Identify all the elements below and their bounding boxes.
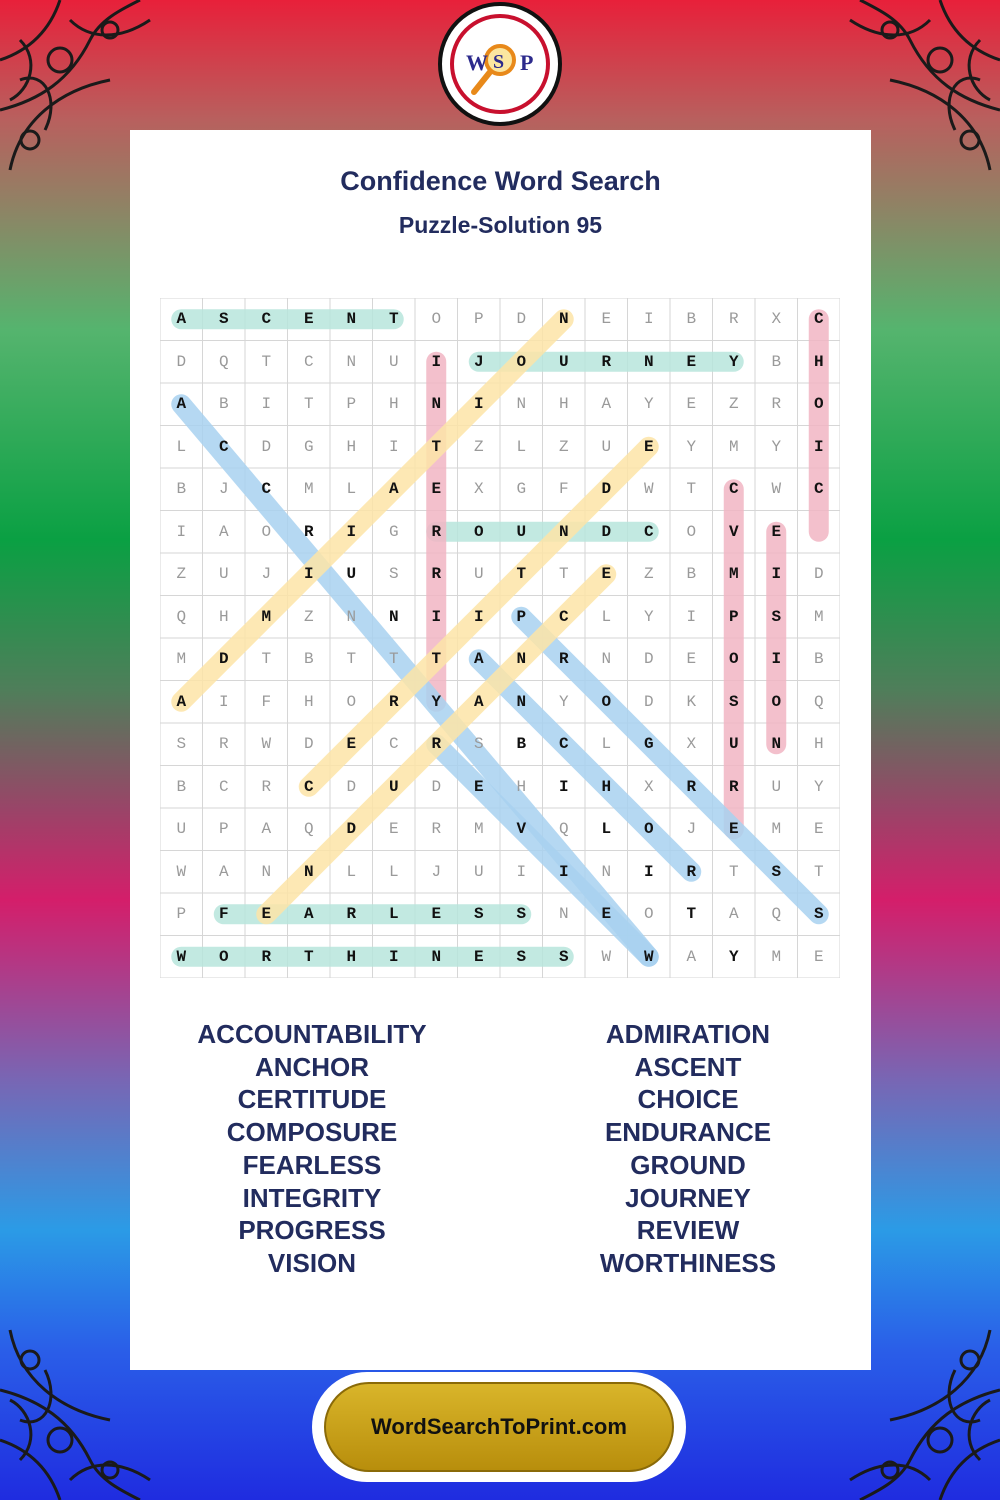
grid-cell[interactable]: U [473, 862, 484, 881]
grid-cell[interactable]: I [771, 650, 782, 669]
grid-cell[interactable]: N [516, 692, 527, 711]
grid-cell[interactable]: D [813, 565, 824, 584]
page-subtitle: Puzzle-Solution 95 [398, 212, 603, 238]
grid-cell[interactable]: A [261, 820, 272, 839]
word-list-item: REVIEW [636, 1215, 740, 1246]
grid-cell[interactable]: C [388, 735, 399, 754]
grid-cell[interactable]: Y [813, 777, 824, 796]
grid-cell[interactable]: R [346, 905, 357, 924]
grid-cell[interactable]: R [771, 395, 782, 414]
grid-cell[interactable]: M [303, 480, 314, 499]
grid-cell[interactable]: F [218, 905, 229, 924]
grid-cell[interactable]: T [813, 862, 824, 881]
grid-cell[interactable]: N [601, 650, 612, 669]
grid-cell[interactable]: H [303, 692, 314, 711]
grid-cell[interactable]: O [516, 352, 527, 371]
grid-cell[interactable]: X [771, 310, 782, 329]
grid-cell[interactable]: L [601, 735, 612, 754]
word-list-item: ANCHOR [254, 1051, 370, 1082]
grid-cell[interactable]: I [643, 310, 654, 329]
grid-cell[interactable]: Y [643, 395, 654, 414]
grid-cell[interactable]: X [473, 480, 484, 499]
site-footer [312, 1372, 686, 1482]
grid-cell[interactable]: U [558, 352, 569, 371]
grid-cell[interactable]: E [601, 565, 612, 584]
grid-cell[interactable]: G [388, 522, 399, 541]
word-list-item: JOURNEY [625, 1182, 751, 1213]
grid-cell[interactable]: R [388, 692, 399, 711]
grid-cell[interactable]: B [686, 310, 697, 329]
grid-cell[interactable]: R [303, 522, 314, 541]
grid-cell[interactable]: E [728, 820, 739, 839]
grid-cell[interactable]: M [771, 820, 782, 839]
grid-cell[interactable]: N [303, 862, 314, 881]
grid-cell[interactable]: A [176, 692, 187, 711]
grid-cell[interactable]: Q [771, 905, 782, 924]
grid-cell[interactable]: I [388, 437, 399, 456]
grid-cell[interactable]: A [176, 395, 187, 414]
grid-cell[interactable]: U [388, 777, 399, 796]
grid-cell[interactable]: O [431, 310, 442, 329]
puzzle-card [130, 130, 871, 1370]
grid-cell[interactable]: E [261, 905, 272, 924]
word-list-item: ASCENT [634, 1051, 742, 1082]
grid-cell[interactable]: Q [176, 607, 187, 626]
grid-cell[interactable]: E [813, 947, 824, 966]
grid-cell[interactable]: I [388, 947, 399, 966]
grid-cell[interactable]: Q [303, 820, 314, 839]
grid-cell[interactable]: T [686, 480, 697, 499]
grid-cell[interactable]: R [431, 522, 442, 541]
grid-cell[interactable]: T [558, 565, 569, 584]
grid-cell[interactable]: A [388, 480, 399, 499]
grid-cell[interactable]: C [813, 480, 824, 499]
grid-cell[interactable]: H [388, 395, 399, 414]
grid-cell[interactable]: A [303, 905, 314, 924]
grid-cell[interactable]: B [176, 480, 187, 499]
grid-cell[interactable]: Y [431, 692, 442, 711]
grid-cell[interactable]: L [601, 820, 612, 839]
grid-cell[interactable]: T [431, 437, 442, 456]
grid-cell[interactable]: Z [643, 565, 654, 584]
grid-cell[interactable]: S [388, 565, 399, 584]
grid-cell[interactable]: Y [771, 437, 782, 456]
word-list-item: INTEGRITY [242, 1182, 382, 1213]
grid-cell[interactable]: B [176, 777, 187, 796]
grid-cell[interactable]: Z [728, 395, 739, 414]
grid-cell[interactable]: G [643, 735, 654, 754]
grid-cell[interactable]: E [813, 820, 824, 839]
grid-cell[interactable]: J [218, 480, 229, 499]
grid-cell[interactable]: J [261, 565, 272, 584]
grid-cell[interactable]: E [431, 905, 442, 924]
grid-cell[interactable]: W [601, 947, 612, 966]
grid-cell[interactable]: N [516, 395, 527, 414]
grid-cell[interactable]: U [218, 565, 229, 584]
grid-cell[interactable]: M [771, 947, 782, 966]
grid-cell[interactable]: D [346, 820, 357, 839]
grid-cell[interactable]: N [261, 862, 272, 881]
grid-cell[interactable]: O [473, 522, 484, 541]
grid-cell[interactable]: S [558, 947, 569, 966]
grid-cell[interactable]: C [261, 310, 272, 329]
word-list-item: ADMIRATION [605, 1019, 771, 1049]
grid-cell[interactable]: J [431, 862, 442, 881]
grid-cell[interactable]: Z [473, 437, 484, 456]
grid-cell[interactable]: D [218, 650, 229, 669]
grid-cell[interactable]: M [261, 607, 272, 626]
grid-cell[interactable]: L [388, 905, 399, 924]
grid-cell[interactable]: O [261, 522, 272, 541]
word-list-left [152, 1018, 472, 1280]
grid-cell[interactable]: A [473, 692, 484, 711]
grid-cell[interactable]: W [176, 947, 187, 966]
grid-cell[interactable]: D [516, 310, 527, 329]
grid-cell[interactable]: C [643, 522, 654, 541]
grid-cell[interactable]: C [303, 352, 314, 371]
grid-cell[interactable]: I [771, 565, 782, 584]
grid-cell[interactable]: U [601, 437, 612, 456]
site-link-label: WordSearchToPrint.com [371, 1414, 627, 1439]
grid-cell[interactable]: T [261, 650, 272, 669]
grid-cell[interactable]: E [686, 395, 697, 414]
word-list-item: PROGRESS [238, 1215, 386, 1246]
grid-cell[interactable]: U [176, 820, 187, 839]
grid-cell[interactable]: T [431, 650, 442, 669]
grid-cell[interactable]: H [601, 777, 612, 796]
grid-cell[interactable]: D [303, 735, 314, 754]
grid-cell[interactable]: O [643, 905, 654, 924]
grid-cell[interactable]: C [261, 480, 272, 499]
page-title: Confidence Word Search [340, 166, 661, 196]
grid-cell[interactable]: H [346, 947, 357, 966]
grid-cell[interactable]: P [473, 310, 484, 329]
grid-cell[interactable]: I [813, 437, 824, 456]
site-logo[interactable] [438, 2, 562, 126]
grid-cell[interactable]: M [176, 650, 187, 669]
grid-cell[interactable]: R [601, 352, 612, 371]
grid-cell[interactable]: Q [813, 692, 824, 711]
grid-cell[interactable]: S [218, 310, 229, 329]
grid-cell[interactable]: I [261, 395, 272, 414]
grid-cell[interactable]: N [388, 607, 399, 626]
grid-cell[interactable]: Y [686, 437, 697, 456]
grid-cell[interactable]: F [558, 480, 569, 499]
grid-cell[interactable]: A [601, 395, 612, 414]
grid-cell[interactable]: H [813, 735, 824, 754]
magnifier-icon [442, 6, 558, 122]
word-list-item: CHOICE [637, 1084, 739, 1115]
grid-cell[interactable]: M [728, 565, 739, 584]
grid-cell[interactable]: Z [303, 607, 314, 626]
grid-cell[interactable]: D [643, 692, 654, 711]
grid-cell[interactable]: O [643, 820, 654, 839]
grid-cell[interactable]: O [346, 692, 357, 711]
grid-cell[interactable]: R [728, 777, 739, 796]
grid-cell[interactable]: T [686, 905, 697, 924]
grid-cell[interactable]: R [218, 735, 229, 754]
grid-cell[interactable]: E [303, 310, 314, 329]
grid-cell[interactable]: A [218, 522, 229, 541]
grid-cell[interactable]: P [346, 395, 357, 414]
grid-cell[interactable]: T [303, 947, 314, 966]
word-list-item: GROUND [630, 1149, 746, 1180]
grid-cell[interactable]: C [813, 310, 824, 329]
grid-cell[interactable]: S [176, 735, 187, 754]
grid-cell[interactable]: W [643, 480, 654, 499]
grid-cell[interactable]: S [771, 862, 782, 881]
grid-cell[interactable]: S [728, 692, 739, 711]
grid-cell[interactable]: N [431, 947, 442, 966]
grid-cell[interactable]: E [601, 905, 612, 924]
grid-cell[interactable]: A [218, 862, 229, 881]
grid-cell[interactable]: V [516, 820, 527, 839]
grid-cell[interactable]: C [558, 607, 569, 626]
grid-cell[interactable]: U [346, 565, 357, 584]
grid-cell[interactable]: E [346, 735, 357, 754]
grid-cell[interactable]: I [431, 352, 442, 371]
grid-cell[interactable]: I [346, 522, 357, 541]
grid-cell[interactable]: I [176, 522, 187, 541]
grid-cell[interactable]: S [771, 607, 782, 626]
grid-cell[interactable]: A [728, 905, 739, 924]
grid-cell[interactable]: H [813, 352, 824, 371]
grid-cell[interactable]: A [686, 947, 697, 966]
grid-cell[interactable]: O [728, 650, 739, 669]
word-list-item: CERTITUDE [237, 1084, 387, 1115]
grid-cell[interactable]: E [388, 820, 399, 839]
grid-cell[interactable]: N [431, 395, 442, 414]
grid-cell[interactable]: R [558, 650, 569, 669]
grid-cell[interactable]: B [813, 650, 824, 669]
grid-cell[interactable]: I [473, 395, 484, 414]
grid-cell[interactable]: D [261, 437, 272, 456]
grid-cell[interactable]: Z [558, 437, 569, 456]
grid-cell[interactable]: R [431, 565, 442, 584]
grid-cell[interactable]: T [346, 650, 357, 669]
grid-cell[interactable]: B [303, 650, 314, 669]
grid-cell[interactable]: E [686, 352, 697, 371]
grid-cell[interactable]: U [473, 565, 484, 584]
grid-cell[interactable]: C [303, 777, 314, 796]
grid-cell[interactable]: Y [728, 352, 739, 371]
grid-cell[interactable]: G [516, 480, 527, 499]
grid-cell[interactable]: T [516, 565, 527, 584]
grid-cell[interactable]: L [516, 437, 527, 456]
word-list-item: WORTHINESS [599, 1247, 777, 1278]
grid-cell[interactable]: C [728, 480, 739, 499]
grid-cell[interactable]: S [516, 905, 527, 924]
grid-cell[interactable]: C [218, 437, 229, 456]
grid-cell[interactable]: D [643, 650, 654, 669]
grid-cell[interactable]: S [813, 905, 824, 924]
grid-cell[interactable]: E [771, 522, 782, 541]
grid-cell[interactable]: W [261, 735, 272, 754]
grid-cell[interactable]: B [218, 395, 229, 414]
grid-cell[interactable]: H [516, 777, 527, 796]
grid-cell[interactable]: L [176, 437, 187, 456]
grid-cell[interactable]: C [218, 777, 229, 796]
grid-cell[interactable]: I [218, 692, 229, 711]
grid-cell[interactable]: N [516, 650, 527, 669]
grid-cell[interactable]: G [303, 437, 314, 456]
grid-cell[interactable]: V [728, 522, 739, 541]
grid-cell[interactable]: Y [643, 607, 654, 626]
grid-cell[interactable]: I [686, 607, 697, 626]
grid-cell[interactable]: X [686, 735, 697, 754]
grid-cell[interactable]: B [686, 565, 697, 584]
word-list-item: ACCOUNTABILITY [197, 1019, 427, 1049]
grid-cell[interactable]: E [473, 777, 484, 796]
word-grid [160, 298, 840, 978]
grid-cell[interactable]: O [218, 947, 229, 966]
grid-cell[interactable]: Y [558, 692, 569, 711]
grid-cell[interactable]: B [771, 352, 782, 371]
grid-cell[interactable]: H [218, 607, 229, 626]
grid-cell[interactable]: R [728, 310, 739, 329]
grid-cell[interactable]: O [601, 692, 612, 711]
grid-cell[interactable]: L [601, 607, 612, 626]
grid-cell[interactable]: R [686, 862, 697, 881]
grid-cell[interactable]: J [686, 820, 697, 839]
grid-cell[interactable]: O [813, 395, 824, 414]
grid-cell[interactable]: P [176, 905, 187, 924]
grid-cell[interactable]: P [218, 820, 229, 839]
grid-cell[interactable]: Q [558, 820, 569, 839]
grid-cell[interactable]: N [558, 310, 569, 329]
word-list-item: COMPOSURE [226, 1117, 398, 1148]
grid-cell[interactable]: M [728, 437, 739, 456]
grid-cell[interactable]: Y [728, 947, 739, 966]
grid-cell[interactable]: L [346, 862, 357, 881]
grid-cell[interactable]: U [388, 352, 399, 371]
grid-cell[interactable]: I [643, 862, 654, 881]
grid-cell[interactable]: U [728, 735, 739, 754]
grid-cell[interactable]: E [643, 437, 654, 456]
grid-cell[interactable]: L [388, 862, 399, 881]
grid-cell[interactable]: R [431, 820, 442, 839]
grid-cell[interactable]: U [516, 522, 527, 541]
grid-cell[interactable]: R [431, 735, 442, 754]
grid-cell[interactable]: N [643, 352, 654, 371]
grid-cell[interactable]: L [346, 480, 357, 499]
grid-cell[interactable]: R [686, 777, 697, 796]
grid-cell[interactable]: D [431, 777, 442, 796]
grid-cell[interactable]: P [728, 607, 739, 626]
grid-cell[interactable]: B [516, 735, 527, 754]
grid-cell[interactable]: H [346, 437, 357, 456]
grid-cell[interactable]: N [346, 607, 357, 626]
logo-letter-s: S [493, 51, 505, 73]
grid-cell[interactable]: S [473, 905, 484, 924]
grid-cell[interactable]: D [346, 777, 357, 796]
grid-cell[interactable]: E [686, 650, 697, 669]
grid-cell[interactable]: I [431, 607, 442, 626]
word-list-item: ENDURANCE [604, 1117, 772, 1148]
grid-cell[interactable]: T [303, 395, 314, 414]
grid-cell[interactable]: Z [176, 565, 187, 584]
grid-cell[interactable]: E [431, 480, 442, 499]
grid-cell[interactable]: I [558, 862, 569, 881]
grid-cell[interactable]: T [261, 352, 272, 371]
letter-grid [160, 298, 840, 978]
grid-cell[interactable]: M [473, 820, 484, 839]
grid-cell[interactable]: C [558, 735, 569, 754]
grid-cell[interactable]: W [771, 480, 782, 499]
grid-cell[interactable]: D [176, 352, 187, 371]
grid-cell[interactable] [798, 511, 841, 554]
grid-cell[interactable]: K [686, 692, 697, 711]
grid-cell[interactable]: T [388, 310, 399, 329]
grid-cell[interactable]: P [516, 607, 527, 626]
grid-cell[interactable]: M [813, 607, 824, 626]
grid-cell[interactable]: T [728, 862, 739, 881]
grid-cell[interactable]: N [771, 735, 782, 754]
grid-cell[interactable]: F [261, 692, 272, 711]
word-list-item: FEARLESS [242, 1149, 382, 1180]
grid-cell[interactable]: I [303, 565, 314, 584]
grid-cell[interactable]: R [261, 777, 272, 796]
grid-cell[interactable]: E [473, 947, 484, 966]
grid-cell[interactable]: I [558, 777, 569, 796]
grid-cell[interactable]: H [558, 395, 569, 414]
grid-cell[interactable]: I [473, 607, 484, 626]
logo-letter-w: W [466, 50, 488, 75]
grid-cell[interactable]: D [601, 522, 612, 541]
grid-cell[interactable]: N [558, 522, 569, 541]
grid-cell[interactable]: E [601, 310, 612, 329]
grid-cell[interactable]: N [346, 352, 357, 371]
site-link-button[interactable] [324, 1382, 674, 1472]
grid-cell[interactable]: W [176, 862, 187, 881]
logo-letter-p: P [520, 50, 534, 75]
grid-cell[interactable]: T [388, 650, 399, 669]
grid-cell[interactable]: S [516, 947, 527, 966]
grid-cell[interactable]: O [686, 522, 697, 541]
grid-cell[interactable]: W [643, 947, 654, 966]
grid-cell[interactable]: A [473, 650, 484, 669]
word-list-right [528, 1018, 848, 1280]
grid-cell[interactable]: S [473, 735, 484, 754]
grid-cell[interactable]: N [601, 862, 612, 881]
grid-cell[interactable]: U [771, 777, 782, 796]
grid-cell[interactable]: D [601, 480, 612, 499]
grid-cell[interactable]: R [261, 947, 272, 966]
grid-cell[interactable]: O [771, 692, 782, 711]
grid-cell[interactable]: N [558, 905, 569, 924]
grid-cell[interactable]: X [643, 777, 654, 796]
grid-cell[interactable]: A [176, 310, 187, 329]
grid-cell[interactable]: J [473, 352, 484, 371]
grid-cell[interactable]: I [516, 862, 527, 881]
grid-cell[interactable]: N [346, 310, 357, 329]
grid-cell[interactable]: Q [218, 352, 229, 371]
word-list-item: VISION [267, 1247, 357, 1278]
